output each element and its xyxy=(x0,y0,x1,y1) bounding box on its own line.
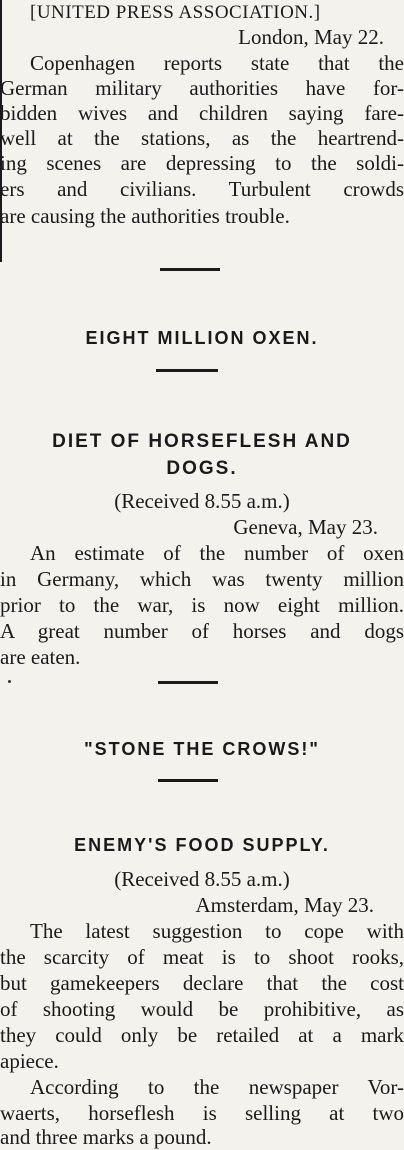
article2-line: An estimate of the number of oxen xyxy=(30,541,404,565)
article2-line: in Germany, which was twenty million xyxy=(0,567,404,591)
headline-eight-million-oxen: EIGHT MILLION OXEN. xyxy=(85,328,319,348)
headline-stone-the-crows: "STONE THE CROWS!" xyxy=(84,739,320,759)
subhead-diet: DIET OF HORSEFLESH AND xyxy=(52,431,352,452)
headline-enemys-food-supply: ENEMY'S FOOD SUPPLY. xyxy=(74,835,330,855)
article4-line: waerts, horseflesh is selling at two xyxy=(0,1101,404,1125)
separator-rule xyxy=(156,369,218,372)
ink-speck xyxy=(8,680,11,683)
article4-line: the scarcity of meat is to shoot rooks, xyxy=(0,945,404,969)
article4-line: apiece. xyxy=(0,1049,59,1073)
agency-credit: [UNITED PRESS ASSOCIATION.] xyxy=(30,2,321,23)
article1-line: Copenhagen reports state that the xyxy=(30,51,404,75)
separator-rule xyxy=(158,681,218,684)
article1-dateline: London, May 22. xyxy=(238,25,384,49)
received-time: (Received 8.55 a.m.) xyxy=(114,867,290,891)
article1-line: ing scenes are depressing to the soldi- xyxy=(0,151,404,175)
article2-line: prior to the war, is now eight million. xyxy=(0,593,404,617)
article2-line: A great number of horses and dogs xyxy=(0,619,404,643)
separator-rule xyxy=(160,268,220,271)
article2-dateline: Geneva, May 23. xyxy=(233,515,378,539)
article1-line: bidden wives and children saying fare- xyxy=(0,101,404,125)
article2-line: are eaten. xyxy=(0,645,81,669)
separator-rule xyxy=(158,779,218,782)
article4-line: but gamekeepers declare that the cost xyxy=(0,971,404,995)
article1-line: German military authorities have for- xyxy=(0,76,404,100)
article4-line: According to the newspaper Vor- xyxy=(30,1075,404,1099)
article1-line: are causing the authorities trouble. xyxy=(0,204,290,228)
article1-line: well at the stations, as the heartrend- xyxy=(0,126,404,150)
article4-line: of shooting would be prohibitive, as xyxy=(0,997,404,1021)
article4-dateline: Amsterdam, May 23. xyxy=(195,893,374,917)
article4-line: and three marks a pound. xyxy=(0,1125,212,1149)
subhead-dogs: DOGS. xyxy=(166,458,238,479)
article1-line: ers and civilians. Turbulent crowds xyxy=(0,177,404,201)
article4-line: The latest suggestion to cope with xyxy=(30,919,404,943)
received-time: (Received 8.55 a.m.) xyxy=(114,489,290,513)
article4-line: they could only be retailed at a mark xyxy=(0,1023,404,1047)
